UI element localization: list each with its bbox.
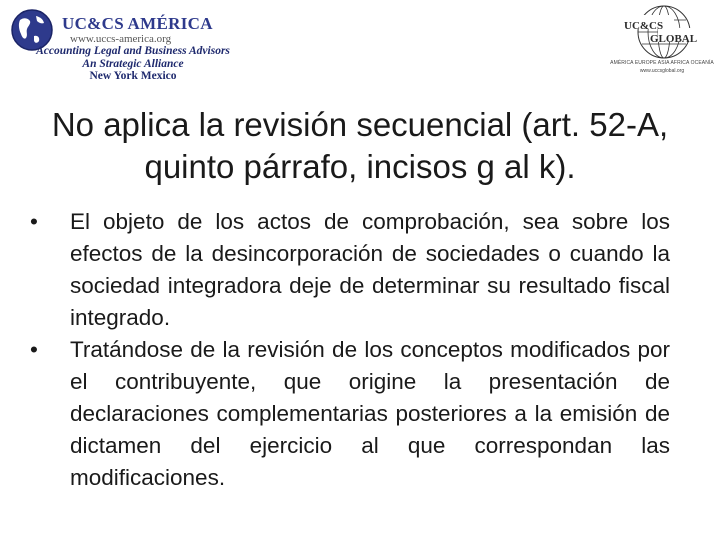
bullet-text: El objeto de los actos de comprobación, sea sobre los efectos de la desincorporación de sociedades o cuando la sociedad integradora deje de determinar su resultado fiscal integrado. bbox=[70, 209, 670, 330]
slide-title: No aplica la revisión secuencial (art. 52-A, quinto párrafo, incisos g al k). bbox=[51, 106, 669, 185]
bullet-item bbox=[30, 334, 670, 494]
tagline-line-1: Accounting Legal and Business Advisors bbox=[36, 45, 230, 57]
uccs-global-logo bbox=[608, 4, 716, 80]
global-url: www.uccsglobal.org bbox=[639, 68, 685, 74]
global-brand-line-2: GLOBAL bbox=[650, 33, 698, 45]
uccs-america-logo bbox=[8, 6, 248, 82]
bullet-dot: • bbox=[30, 337, 38, 362]
tagline-line-3: New York Mexico bbox=[89, 70, 177, 82]
global-regions: AMÉRICA EUROPE ASIA AFRICA OCEANÍA bbox=[610, 60, 714, 66]
brand-tagline bbox=[28, 45, 238, 83]
global-brand-line-1: UC&CS bbox=[624, 20, 664, 32]
bullet-dot: • bbox=[30, 209, 38, 234]
brand-url: www.uccs-america.org bbox=[70, 33, 172, 45]
tagline-line-2: An Strategic Alliance bbox=[82, 57, 184, 70]
globe-grid-icon bbox=[626, 4, 696, 60]
brand-name: UC&CS AMÉRICA bbox=[62, 14, 213, 33]
bullet-text: Tratándose de la revisión de los conceptos modificados por el contribuyente, que origine la presentación de declaraciones complementarias posteriores a la emisión de dictamen del ejercicio al que correspondan las modificaciones. bbox=[70, 337, 670, 490]
bullet-list bbox=[30, 206, 670, 494]
bullet-item bbox=[30, 206, 670, 334]
